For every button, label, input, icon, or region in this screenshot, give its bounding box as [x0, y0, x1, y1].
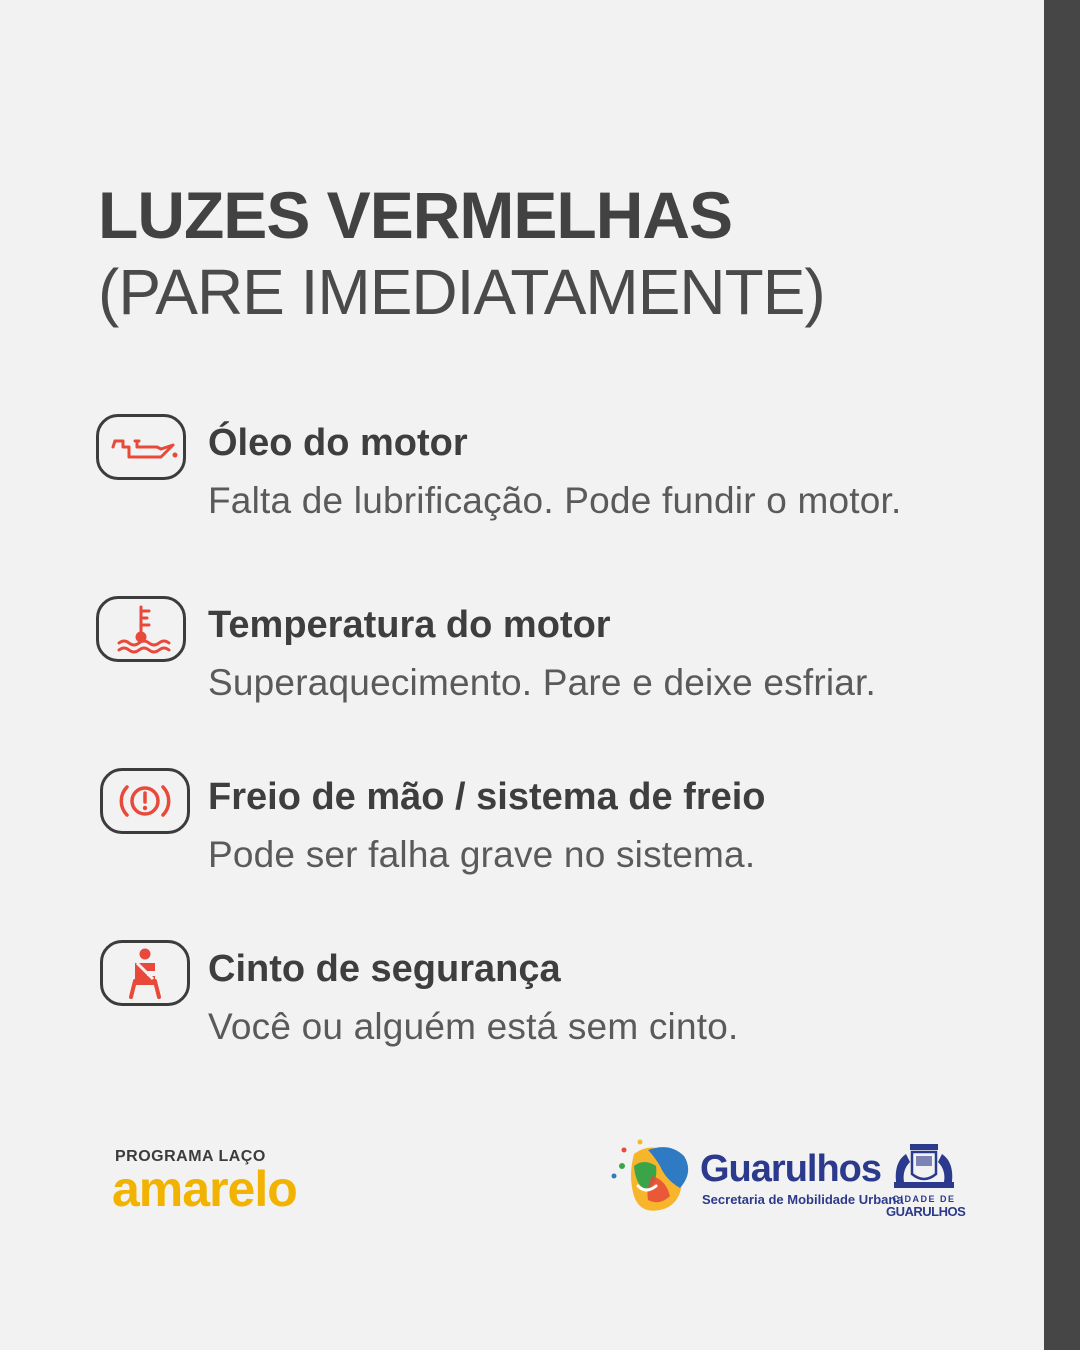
seal-label-bottom: GUARULHOS	[886, 1204, 966, 1219]
item-title: Temperatura do motor	[208, 604, 611, 646]
logo-program-name: amarelo	[112, 1161, 297, 1217]
coat-of-arms-icon	[890, 1142, 958, 1192]
item-description: Superaquecimento. Pare e deixe esfriar.	[208, 662, 877, 703]
logo-city-name: Guarulhos	[700, 1148, 882, 1190]
brake-warning-icon	[100, 768, 190, 834]
logo-city-subtitle: Secretaria de Mobilidade Urbana	[702, 1192, 904, 1207]
oil-can-icon	[96, 414, 186, 480]
item-description: Falta de lubrificação. Pode fundir o motor.	[208, 480, 902, 521]
thermometer-icon	[96, 596, 186, 662]
item-title: Óleo do motor	[208, 422, 468, 464]
programa-laco-amarelo-logo	[112, 1140, 352, 1220]
item-title: Cinto de segurança	[208, 948, 561, 990]
city-seal	[886, 1142, 966, 1219]
logo-program-label: PROGRAMA LAÇO	[115, 1148, 266, 1165]
item-description: Você ou alguém está sem cinto.	[208, 1006, 739, 1047]
warning-item-temperature	[96, 596, 996, 726]
item-title: Freio de mão / sistema de freio	[208, 776, 766, 818]
warning-item-oil	[96, 414, 996, 544]
guarulhos-emblem-icon	[604, 1136, 696, 1216]
warning-item-seatbelt	[96, 940, 996, 1070]
warning-item-brake	[96, 768, 996, 898]
guarulhos-logo	[604, 1136, 974, 1219]
seal-label-top: CIDADE DE	[892, 1194, 956, 1204]
seatbelt-icon	[100, 940, 190, 1006]
side-bar	[1044, 0, 1080, 1350]
page-subtitle: (PARE IMEDIATAMENTE)	[98, 256, 825, 328]
page-title: LUZES VERMELHAS	[98, 178, 733, 252]
item-description: Pode ser falha grave no sistema.	[208, 834, 756, 875]
